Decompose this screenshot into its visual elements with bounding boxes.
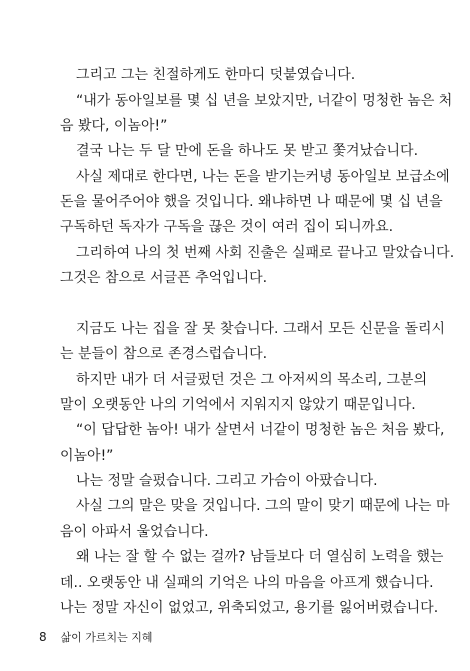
paragraph-line: 나는 정말 슬펐습니다. 그리고 가슴이 아팠습니다. xyxy=(76,473,378,489)
paragraph-line: “이 답답한 놈아! 내가 살면서 너같이 멍청한 놈은 처음 봤다, xyxy=(76,422,445,438)
paragraph-line: 그리하여 나의 첫 번째 사회 진출은 실패로 끝나고 말았습니다. xyxy=(76,245,455,261)
paragraph-line: 왜 나는 잘 할 수 없는 걸까? 남들보다 더 열심히 노력을 했는 xyxy=(76,549,444,565)
paragraph-line: 말이 오랫동안 나의 기억에서 지워지지 않았기 때문입니다. xyxy=(60,397,416,413)
page-footer xyxy=(39,630,152,645)
paragraph-line: “내가 동아일보를 몇 십 년을 보았지만, 너같이 멍청한 놈은 처 xyxy=(76,93,453,109)
paragraph-line: 구독하던 독자가 구독을 끊은 것이 여러 집이 되니까요. xyxy=(60,219,394,235)
paragraph-line: 그리고 그는 친절하게도 한마디 덧붙였습니다. xyxy=(76,67,356,83)
paragraph-line: 하지만 내가 더 서글펐던 것은 그 아저씨의 목소리, 그분의 xyxy=(76,372,428,388)
paragraph-line: 음이 아파서 울었습니다. xyxy=(60,524,209,540)
paragraph-line: 이놈아!” xyxy=(60,448,114,464)
page-number: 8 xyxy=(39,630,47,644)
paragraph-line: 나는 정말 자신이 없었고, 위축되었고, 용기를 잃어버렸습니다. xyxy=(60,600,439,616)
paragraph-line: 는 분들이 참으로 존경스럽습니다. xyxy=(60,346,268,362)
paragraph-line: 돈을 물어주어야 했을 것입니다. 왜냐하면 나 때문에 몇 십 년을 xyxy=(60,194,443,210)
paragraph-line: 지금도 나는 집을 잘 못 찾습니다. 그래서 모든 신문을 돌리시 xyxy=(76,321,446,337)
paragraph-line: 데.. 오랫동안 내 실패의 기억은 나의 마음을 아프게 했습니다. xyxy=(60,575,434,591)
paragraph-line: 음 봤다, 이놈아!” xyxy=(60,118,168,134)
paragraph-line: 결국 나는 두 달 만에 돈을 하나도 못 받고 쫓겨났습니다. xyxy=(76,143,419,159)
paragraph-line: 사실 그의 말은 맞을 것입니다. 그의 말이 맞기 때문에 나는 마 xyxy=(76,498,450,514)
running-title: 삶이 가르치는 지혜 xyxy=(60,631,153,644)
paragraph-line: 사실 제대로 한다면, 나는 돈을 받기는커녕 동아일보 보급소에 xyxy=(76,169,450,185)
paragraph-line: 그것은 참으로 서글픈 추억입니다. xyxy=(60,270,268,286)
